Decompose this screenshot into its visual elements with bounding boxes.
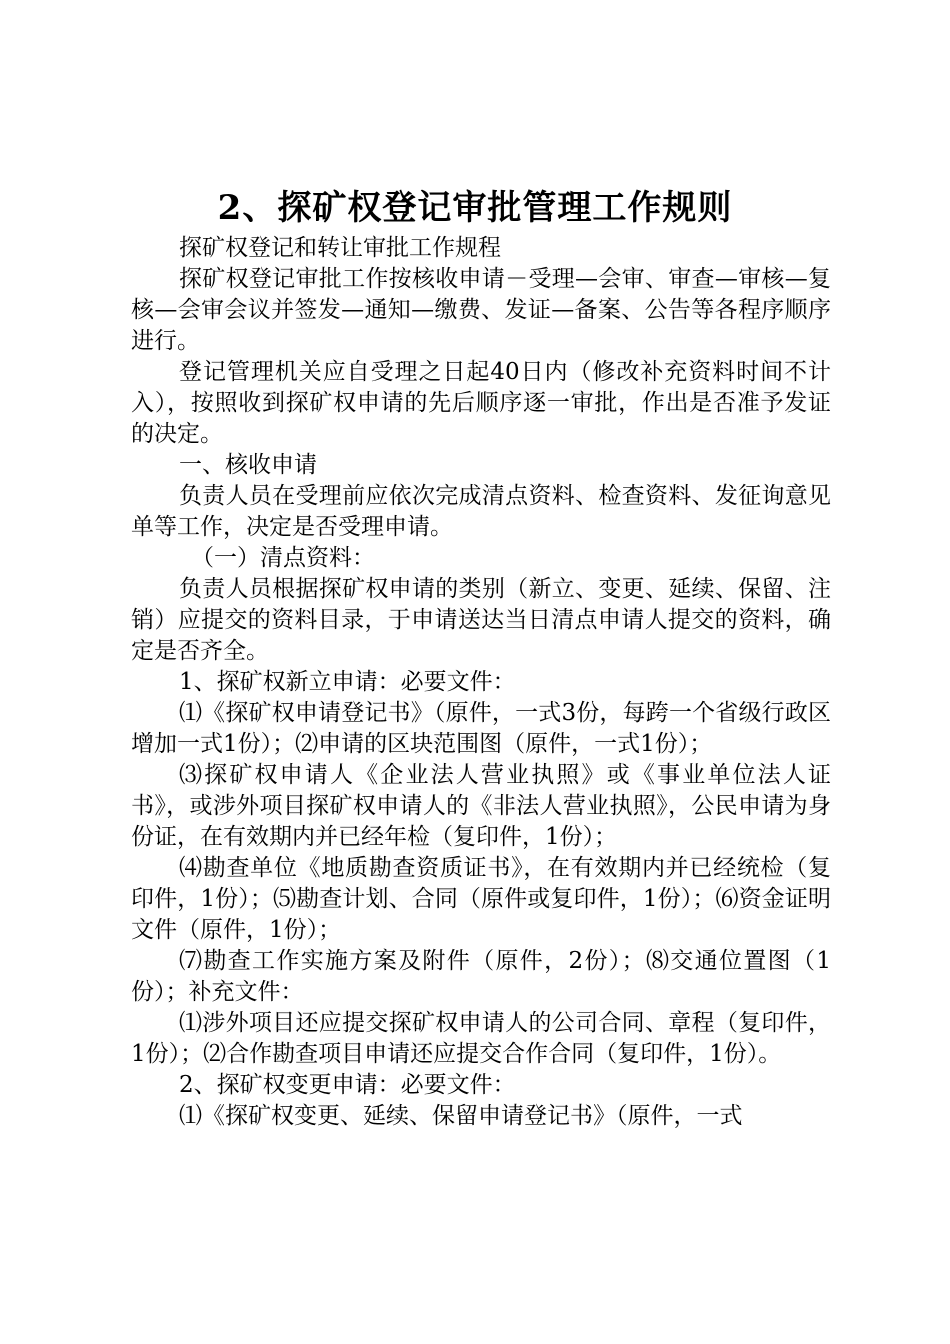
paragraph: 负责人员根据探矿权申请的类别（新立、变更、延续、保留、注销）应提交的资料目录，于申请送达当日清点申请人提交的资料，确定是否齐全。 xyxy=(131,576,831,664)
document-body xyxy=(131,233,831,1132)
paragraph: 探矿权登记和转让审批工作规程 xyxy=(179,235,501,261)
list-heading: 1、探矿权新立申请：必要文件： xyxy=(179,669,516,695)
list-item: ⑴涉外项目还应提交探矿权申请人的公司合同、章程（复印件，1份）；⑵合作勘查项目申请还应提交合作合同（复印件，1份）。 xyxy=(131,1010,831,1067)
list-heading: 2、探矿权变更申请：必要文件： xyxy=(179,1072,516,1098)
document-title: 2、探矿权登记审批管理工作规则 xyxy=(217,188,733,228)
section-heading: 一、核收申请 xyxy=(179,452,317,478)
list-item: ⑴《探矿权申请登记书》（原件，一式3份，每跨一个省级行政区增加一式1份）；⑵申请的区块范围图（原件，一式1份）； xyxy=(131,700,831,757)
paragraph: 探矿权登记审批工作按核收申请－受理—会审、审查—审核—复核—会审会议并签发—通知—缴费、发证—备案、公告等各程序顺序进行。 xyxy=(131,266,832,354)
list-item: ⑴《探矿权变更、延续、保留申请登记书》（原件，一式 xyxy=(179,1103,743,1129)
list-item: ⑺勘查工作实施方案及附件（原件，2份）；⑻交通位置图（1份）；补充文件： xyxy=(131,948,831,1005)
paragraph: 登记管理机关应自受理之日起40日内（修改补充资料时间不计入），按照收到探矿权申请的先后顺序逐一审批，作出是否准予发证的决定。 xyxy=(131,359,831,447)
list-item: ⑷勘查单位《地质勘查资质证书》，在有效期内并已经统检（复印件，1份）；⑸勘查计划、合同（原件或复印件，1份）；⑹资金证明文件（原件，1份）； xyxy=(131,855,831,943)
subsection-heading: （一）清点资料： xyxy=(191,545,375,571)
list-item: ⑶探矿权申请人《企业法人营业执照》或《事业单位法人证书》，或涉外项目探矿权申请人的《非法人营业执照》，公民申请为身份证，在有效期内并已经年检（复印件，1份）； xyxy=(131,762,831,850)
paragraph: 负责人员在受理前应依次完成清点资料、检查资料、发征询意见单等工作，决定是否受理申请。 xyxy=(131,483,831,540)
